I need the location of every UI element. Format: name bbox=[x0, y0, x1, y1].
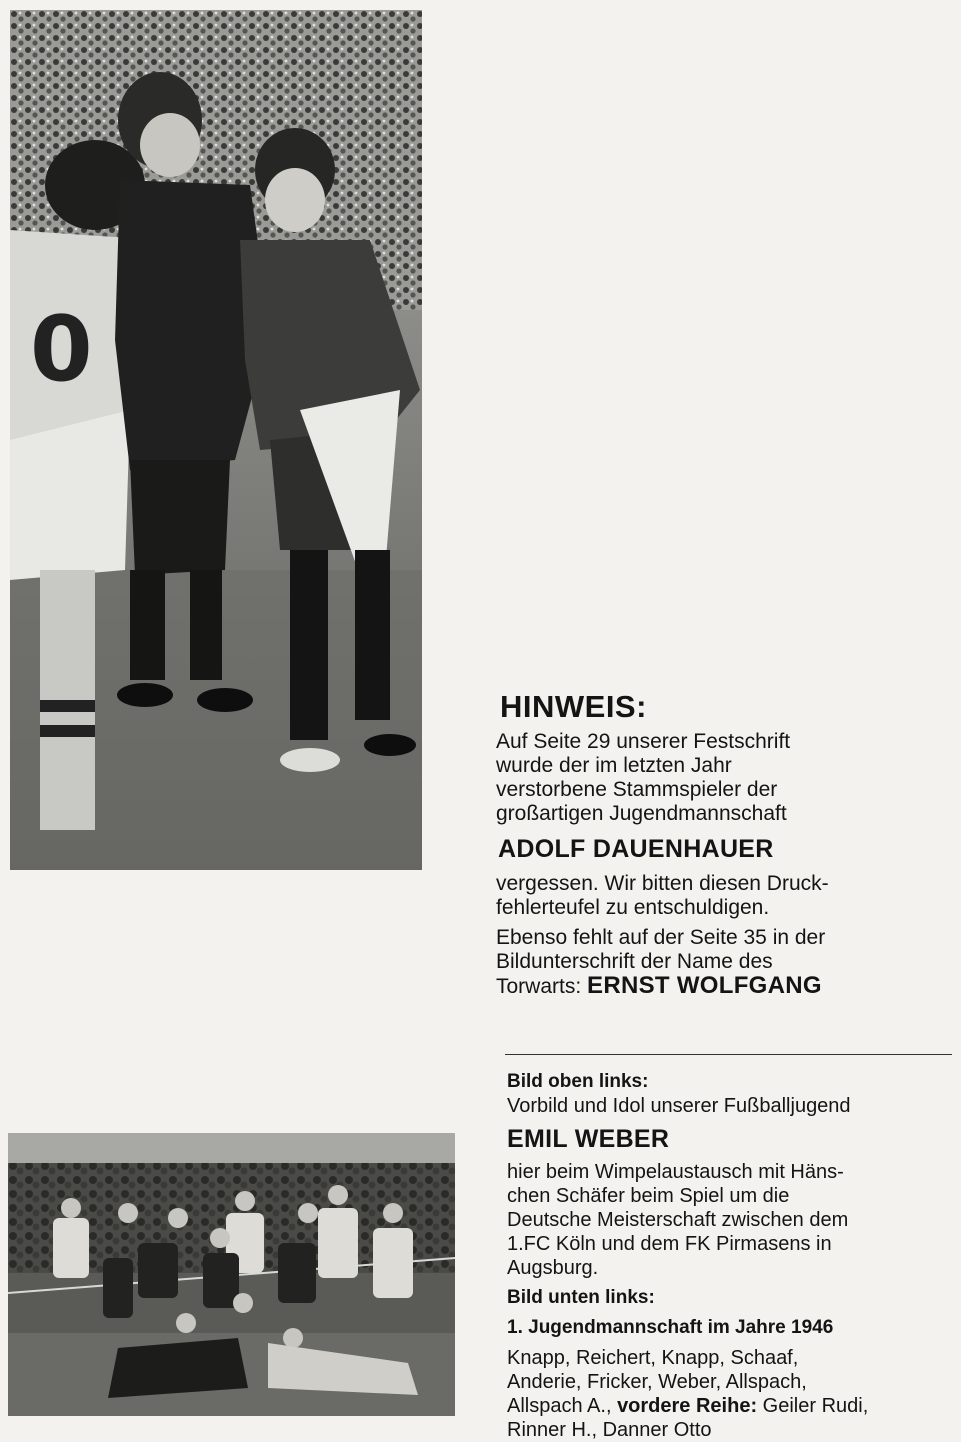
svg-text:0: 0 bbox=[30, 297, 93, 402]
notice-line-torwart bbox=[496, 974, 936, 999]
notice-line: Bildunterschrift der Name des bbox=[496, 950, 773, 973]
caption-bottom-subheading: 1. Jugendmannschaft im Jahre 1946 bbox=[507, 1317, 834, 1338]
caption-bottom-heading: Bild unten links: bbox=[507, 1287, 655, 1308]
photo-pennant-exchange bbox=[10, 10, 422, 870]
front-row-label: vordere Reihe: bbox=[617, 1395, 758, 1417]
caption-line: hier beim Wimpelaustausch mit Häns- bbox=[507, 1161, 844, 1183]
notice-line: großartigen Jugendmannschaft bbox=[496, 802, 787, 825]
notice-line: Auf Seite 29 unserer Festschrift bbox=[496, 730, 791, 753]
torwart-label: Torwarts: bbox=[496, 975, 588, 998]
caption-line: Deutsche Meisterschaft zwischen dem bbox=[507, 1209, 849, 1231]
photo-youth-team-1946 bbox=[8, 1133, 455, 1416]
divider bbox=[505, 1054, 952, 1055]
caption-text: Geiler Rudi, bbox=[757, 1395, 869, 1417]
notice-line: vergessen. Wir bitten diesen Druck- bbox=[496, 872, 829, 895]
caption-top-name: EMIL WEBER bbox=[507, 1125, 670, 1153]
notice-heading: HINWEIS: bbox=[500, 689, 647, 724]
caption-line: Augsburg. bbox=[507, 1257, 599, 1279]
notice-line: wurde der im letzten Jahr bbox=[496, 754, 732, 777]
captions-block bbox=[507, 1070, 952, 1442]
caption-top-heading: Bild oben links: bbox=[507, 1071, 649, 1092]
caption-line: Anderie, Fricker, Weber, Allspach, bbox=[507, 1371, 807, 1393]
notice-line: Ebenso fehlt auf der Seite 35 in der bbox=[496, 926, 826, 949]
caption-line: Vorbild und Idol unserer Fußballjugend bbox=[507, 1095, 851, 1117]
caption-line-front-row bbox=[507, 1394, 952, 1418]
notice-line: verstorbene Stammspieler der bbox=[496, 778, 778, 801]
notice-name: ADOLF DAUENHAUER bbox=[498, 835, 774, 863]
notice-line: fehlerteufel zu entschuldigen. bbox=[496, 896, 770, 919]
caption-text: Allspach A., bbox=[507, 1395, 618, 1417]
caption-line: Knapp, Reichert, Knapp, Schaaf, bbox=[507, 1347, 799, 1369]
caption-line: Rinner H., Danner Otto bbox=[507, 1419, 712, 1441]
caption-line: chen Schäfer beim Spiel um die bbox=[507, 1185, 790, 1207]
torwart-name: ERNST WOLFGANG bbox=[587, 972, 822, 999]
notice-block bbox=[496, 690, 936, 999]
caption-line: 1.FC Köln und dem FK Pirmasens in bbox=[507, 1233, 832, 1255]
